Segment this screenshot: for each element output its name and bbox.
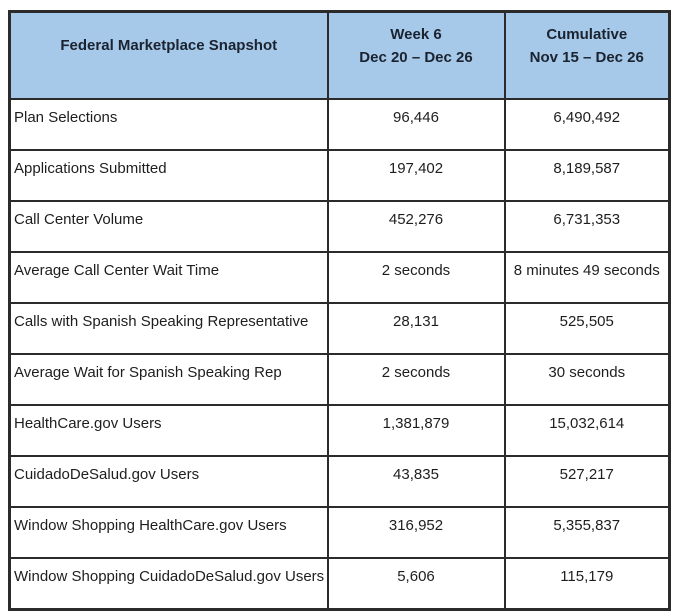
table-title: Federal Marketplace Snapshot — [10, 12, 328, 100]
week-value: 2 seconds — [328, 252, 505, 303]
metric-label: Plan Selections — [10, 99, 328, 150]
metric-label: Window Shopping HealthCare.gov Users — [10, 507, 328, 558]
week-value: 1,381,879 — [328, 405, 505, 456]
week-value: 316,952 — [328, 507, 505, 558]
table-row — [10, 558, 670, 609]
cumulative-value: 6,731,353 — [505, 201, 670, 252]
metric-label: Window Shopping CuidadoDeSalud.gov Users — [10, 558, 328, 609]
table-row — [10, 150, 670, 201]
federal-marketplace-snapshot-table — [8, 10, 671, 611]
cumulative-value: 15,032,614 — [505, 405, 670, 456]
week-value: 43,835 — [328, 456, 505, 507]
cumulative-column-header — [505, 12, 670, 100]
metric-label: HealthCare.gov Users — [10, 405, 328, 456]
metric-label: Applications Submitted — [10, 150, 328, 201]
cumulative-value: 30 seconds — [505, 354, 670, 405]
metric-label: Calls with Spanish Speaking Representative — [10, 303, 328, 354]
header-row — [10, 12, 670, 100]
cumulative-value: 525,505 — [505, 303, 670, 354]
table-row — [10, 507, 670, 558]
metric-label: Average Wait for Spanish Speaking Rep — [10, 354, 328, 405]
cumulative-value: 6,490,492 — [505, 99, 670, 150]
table-row — [10, 405, 670, 456]
week-value: 452,276 — [328, 201, 505, 252]
week-value: 2 seconds — [328, 354, 505, 405]
cumulative-value: 527,217 — [505, 456, 670, 507]
week-value: 28,131 — [328, 303, 505, 354]
week-column-header-line2: Dec 20 – Dec 26 — [359, 49, 473, 66]
table-row — [10, 99, 670, 150]
metric-label: CuidadoDeSalud.gov Users — [10, 456, 328, 507]
week-column-header-line1: Week 6 — [390, 26, 442, 43]
cumulative-column-header-line1: Cumulative — [546, 26, 628, 43]
cumulative-value: 8,189,587 — [505, 150, 670, 201]
table-row — [10, 252, 670, 303]
table-row — [10, 456, 670, 507]
table-row — [10, 354, 670, 405]
table-row — [10, 201, 670, 252]
week-value: 96,446 — [328, 99, 505, 150]
cumulative-column-header-line2: Nov 15 – Dec 26 — [529, 49, 644, 66]
week-column-header — [328, 12, 505, 100]
metric-label: Average Call Center Wait Time — [10, 252, 328, 303]
metric-label: Call Center Volume — [10, 201, 328, 252]
cumulative-value: 5,355,837 — [505, 507, 670, 558]
week-value: 5,606 — [328, 558, 505, 609]
week-value: 197,402 — [328, 150, 505, 201]
cumulative-value: 8 minutes 49 seconds — [505, 252, 670, 303]
cumulative-value: 115,179 — [505, 558, 670, 609]
table-row — [10, 303, 670, 354]
